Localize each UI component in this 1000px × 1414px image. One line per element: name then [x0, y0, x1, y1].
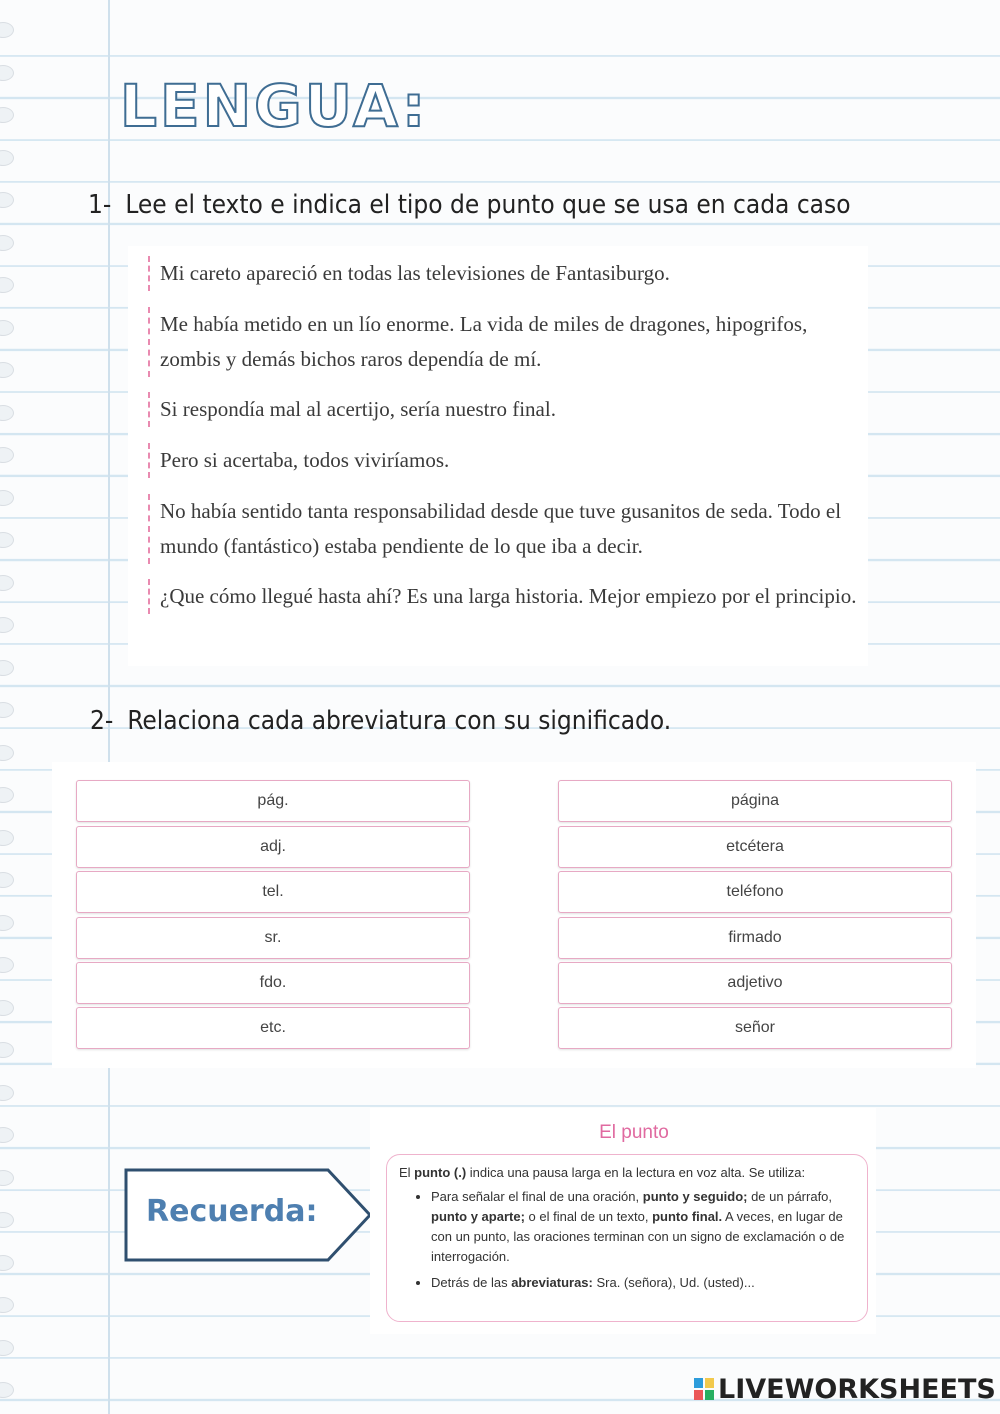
binder-hole	[0, 915, 14, 931]
meaning-item[interactable]: adjetivo	[558, 962, 952, 1004]
abbreviation-item[interactable]: tel.	[76, 871, 470, 913]
logo-icon	[694, 1378, 714, 1400]
text-paragraph[interactable]: Pero si acertaba, todos viviríamos.	[148, 443, 860, 478]
binder-hole	[0, 830, 14, 846]
text-paragraph[interactable]: ¿Que cómo llegué hasta ahí? Es una larga historia. Mejor empiezo por el principio.	[148, 579, 860, 614]
binder-hole	[0, 235, 14, 251]
binder-hole	[0, 490, 14, 506]
recuerda-label: Recuerda:	[146, 1194, 318, 1229]
meaning-item[interactable]: teléfono	[558, 871, 952, 913]
rule-box	[386, 1154, 868, 1322]
binder-hole	[0, 702, 14, 718]
binder-hole	[0, 65, 14, 81]
text-paragraph[interactable]: No había sentido tanta responsabilidad desde que tuve gusanitos de seda. Todo el mundo (fantástico) estaba pendiente de lo que iba a decir.	[148, 494, 860, 564]
meaning-item[interactable]: etcétera	[558, 826, 952, 868]
binder-hole	[0, 617, 14, 633]
abbreviation-item[interactable]: sr.	[76, 917, 470, 959]
binder-hole	[0, 22, 14, 38]
abbreviation-item[interactable]: etc.	[76, 1007, 470, 1049]
meaning-item[interactable]: página	[558, 780, 952, 822]
section-2-instruction: Relaciona cada abreviatura con su significado.	[127, 706, 672, 736]
section-1-instruction: Lee el texto e indica el tipo de punto que se usa en cada caso	[125, 190, 851, 220]
binder-hole	[0, 1382, 14, 1398]
binder-hole	[0, 1255, 14, 1271]
binder-hole	[0, 1085, 14, 1101]
binder-hole	[0, 872, 14, 888]
section-1-number: 1-	[88, 190, 112, 220]
meaning-item[interactable]: firmado	[558, 917, 952, 959]
section-1-heading	[88, 190, 851, 220]
binder-hole	[0, 1042, 14, 1058]
binder-hole	[0, 1170, 14, 1186]
abbreviation-item[interactable]: fdo.	[76, 962, 470, 1004]
binder-holes	[0, 0, 20, 1414]
binder-hole	[0, 787, 14, 803]
reading-text-box	[128, 246, 868, 666]
binder-hole	[0, 277, 14, 293]
section-2-heading	[90, 706, 671, 736]
binder-hole	[0, 532, 14, 548]
binder-hole	[0, 405, 14, 421]
binder-hole	[0, 362, 14, 378]
binder-hole	[0, 745, 14, 761]
page-title: LENGUA:	[120, 72, 429, 140]
logo-text: LIVEWORKSHEETS	[718, 1374, 996, 1405]
rule-panel	[370, 1108, 876, 1334]
binder-hole	[0, 1000, 14, 1016]
binder-hole	[0, 1297, 14, 1313]
rule-bullet: • Para señalar el final de una oración, punto y seguido; de un párrafo, punto y aparte; o el final de un texto, punto final. A veces, en lugar de con un punto, las oraciones terminan con un signo de exclamación o de interrogación.	[431, 1187, 851, 1267]
binder-hole	[0, 660, 14, 676]
binder-hole	[0, 320, 14, 336]
binder-hole	[0, 957, 14, 973]
meaning-item[interactable]: señor	[558, 1007, 952, 1049]
abbreviation-item[interactable]: pág.	[76, 780, 470, 822]
binder-hole	[0, 150, 14, 166]
rule-title: El punto	[599, 1122, 669, 1143]
binder-hole	[0, 447, 14, 463]
binder-hole	[0, 1127, 14, 1143]
binder-hole	[0, 107, 14, 123]
text-paragraph[interactable]: Me había metido en un lío enorme. La vida de miles de dragones, hipogrifos, zombis y demás bichos raros dependía de mí.	[148, 307, 860, 377]
binder-hole	[0, 192, 14, 208]
rule-bullet: • Detrás de las abreviaturas: Sra. (señora), Ud. (usted)...	[431, 1273, 851, 1293]
section-2-number: 2-	[90, 706, 114, 736]
binder-hole	[0, 1340, 14, 1356]
binder-hole	[0, 1212, 14, 1228]
binder-hole	[0, 575, 14, 591]
rule-intro: El punto (.) indica una pausa larga en la lectura en voz alta. Se utiliza:	[399, 1165, 806, 1180]
matching-panel	[52, 762, 976, 1068]
abbreviation-item[interactable]: adj.	[76, 826, 470, 868]
text-paragraph[interactable]: Mi careto apareció en todas las televisiones de Fantasiburgo.	[148, 256, 860, 291]
text-paragraph[interactable]: Si respondía mal al acertijo, sería nuestro final.	[148, 392, 860, 427]
